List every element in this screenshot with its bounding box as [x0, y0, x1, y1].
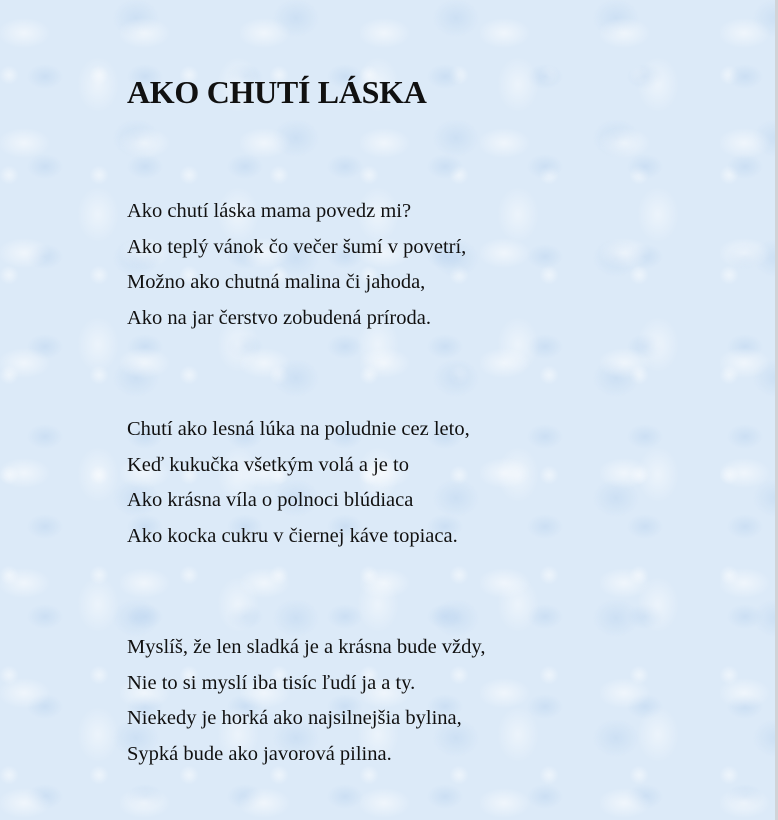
stanza-3 — [127, 634, 485, 776]
poem-title: AKO CHUTÍ LÁSKA — [127, 74, 427, 110]
poem-line: Ako teplý vánok čo večer šumí v povetrí, — [127, 235, 467, 258]
poem-line: Ako chutí láska mama povedz mi? — [127, 200, 412, 222]
stanza-1 — [127, 198, 466, 340]
stanza-2 — [127, 416, 470, 558]
poem-line: Ako krásna víla o polnoci blúdiaca — [127, 489, 414, 511]
poem-line: Sypká bude ako javorová pilina. — [127, 742, 392, 765]
poem-line: Ako na jar čerstvo zobudená príroda. — [127, 306, 431, 329]
poem-line: Ako kocka cukru v čiernej káve topiaca. — [127, 524, 458, 547]
poem-line: Možno ako chutná malina či jahoda, — [127, 271, 426, 293]
poem-line: Myslíš, že len sladká je a krásna bude vždy, — [127, 636, 486, 658]
poem-line: Chutí ako lesná lúka na poludnie cez leto, — [127, 418, 470, 440]
poem-line: Nie to si myslí iba tisíc ľudí ja a ty. — [127, 671, 416, 694]
poem-line: Keď kukučka všetkým volá a je to — [127, 453, 409, 476]
poem-line: Niekedy je horká ako najsilnejšia bylina, — [127, 707, 462, 729]
